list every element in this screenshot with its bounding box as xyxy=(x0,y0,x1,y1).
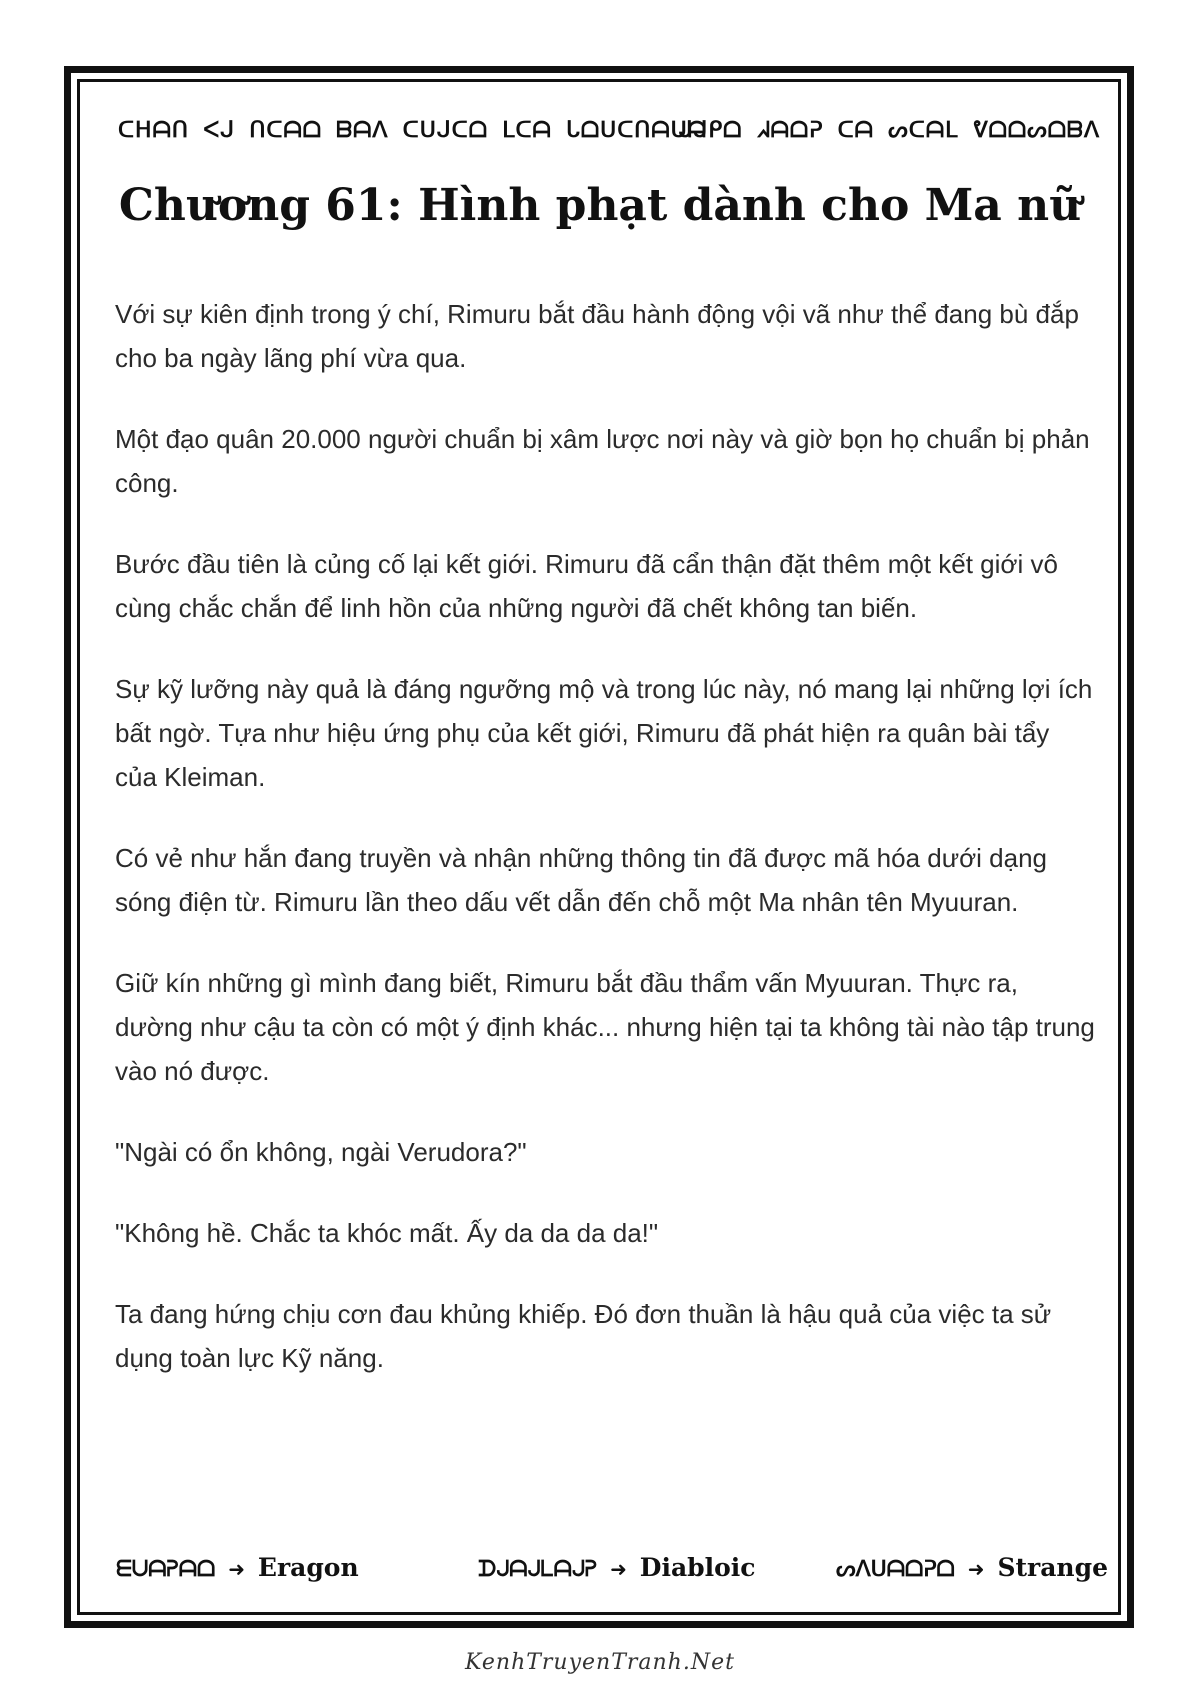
chapter-body xyxy=(115,292,1095,1417)
paragraph: Giữ kín những gì mình đang biết, Rimuru bắt đầu thẩm vấn Myuuran. Thực ra, dường như cậu ta còn có một ý định khác... nhưng hiện tại ta không tài nào tập trung vào nó được. xyxy=(115,968,1095,1086)
paragraph: Một đạo quân 20.000 người chuẩn bị xâm lược nơi này và giờ bọn họ chuẩn bị phản công. xyxy=(115,424,1090,498)
footer-word: Strange xyxy=(997,1553,1108,1582)
paragraph: Sự kỹ lưỡng này quả là đáng ngưỡng mộ và trong lúc này, nó mang lại những lợi ích bất ngờ. Tựa như hiệu ứng phụ của kết giới, Rimuru đã phát hiện ra quân bài tẩy của Kleiman. xyxy=(115,674,1093,792)
paragraph: "Không hề. Chắc ta khóc mất. Ấy da da da da!" xyxy=(115,1218,659,1248)
footer-code: ᗪᒍᗩᒍᒪᗩᒍᕈ xyxy=(478,1557,598,1582)
footer-word: Diabloic xyxy=(639,1553,756,1582)
arrow-right-icon: ➜ xyxy=(228,1559,245,1581)
paragraph: Với sự kiên định trong ý chí, Rimuru bắt đầu hành động vội vã như thể đang bù đắp cho ba ngày lãng phí vừa qua. xyxy=(115,299,1079,373)
footer-word: Eragon xyxy=(257,1553,359,1582)
header-glyphs-left: ᑕᕼᗩᑎ ᐸᒍ ᑎᑕᗩᗝ ᗷᗩᐱ ᑕᑌᒍᑕᗝ ᒪᑕᗩ ᒐᗝᑌᑕᑎᗩᑌᗩ xyxy=(118,118,708,143)
watermark: KenhTruyenTranh.Net xyxy=(465,1650,735,1675)
footer-legend-diabloic xyxy=(478,1553,756,1583)
paragraph: Ta đang hứng chịu cơn đau khủng khiếp. Đó đơn thuần là hậu quả của việc ta sử dụng toàn lực Kỹ năng. xyxy=(115,1299,1052,1373)
paragraph: Có vẻ như hắn đang truyền và nhận những thông tin đã được mã hóa dưới dạng sóng điện từ. Rimuru lần theo dấu vết dẫn đến chỗ một Ma nhân tên Myuuran. xyxy=(115,843,1048,917)
arrow-right-icon: ➜ xyxy=(967,1559,985,1581)
header-glyphs-right: ᒍᒍᑭᗝ ᖽᗩᗝᕈ ᑕᗩ ᔕᑕᗩᒪ ᕓᗝᗝᔕᗝᗷᐱ xyxy=(678,118,1100,143)
footer-legend-strange xyxy=(836,1553,1108,1583)
paragraph: "Ngài có ổn không, ngài Verudora?" xyxy=(115,1137,527,1167)
footer-legend-eragon xyxy=(116,1553,359,1583)
footer-code: ᗴᑌᗩᕈᗩᗝ xyxy=(116,1557,216,1582)
chapter-title: Chương 61: Hình phạt dành cho Ma nữ xyxy=(118,180,1082,231)
footer-code: ᔕᐱᑌᗩᗝᕈᗝ xyxy=(835,1557,955,1582)
arrow-right-icon: ➜ xyxy=(610,1559,627,1581)
paragraph: Bước đầu tiên là củng cố lại kết giới. Rimuru đã cẩn thận đặt thêm một kết giới vô cùng chắc chắn để linh hồn của những người đã chết không tan biến. xyxy=(115,549,1058,623)
